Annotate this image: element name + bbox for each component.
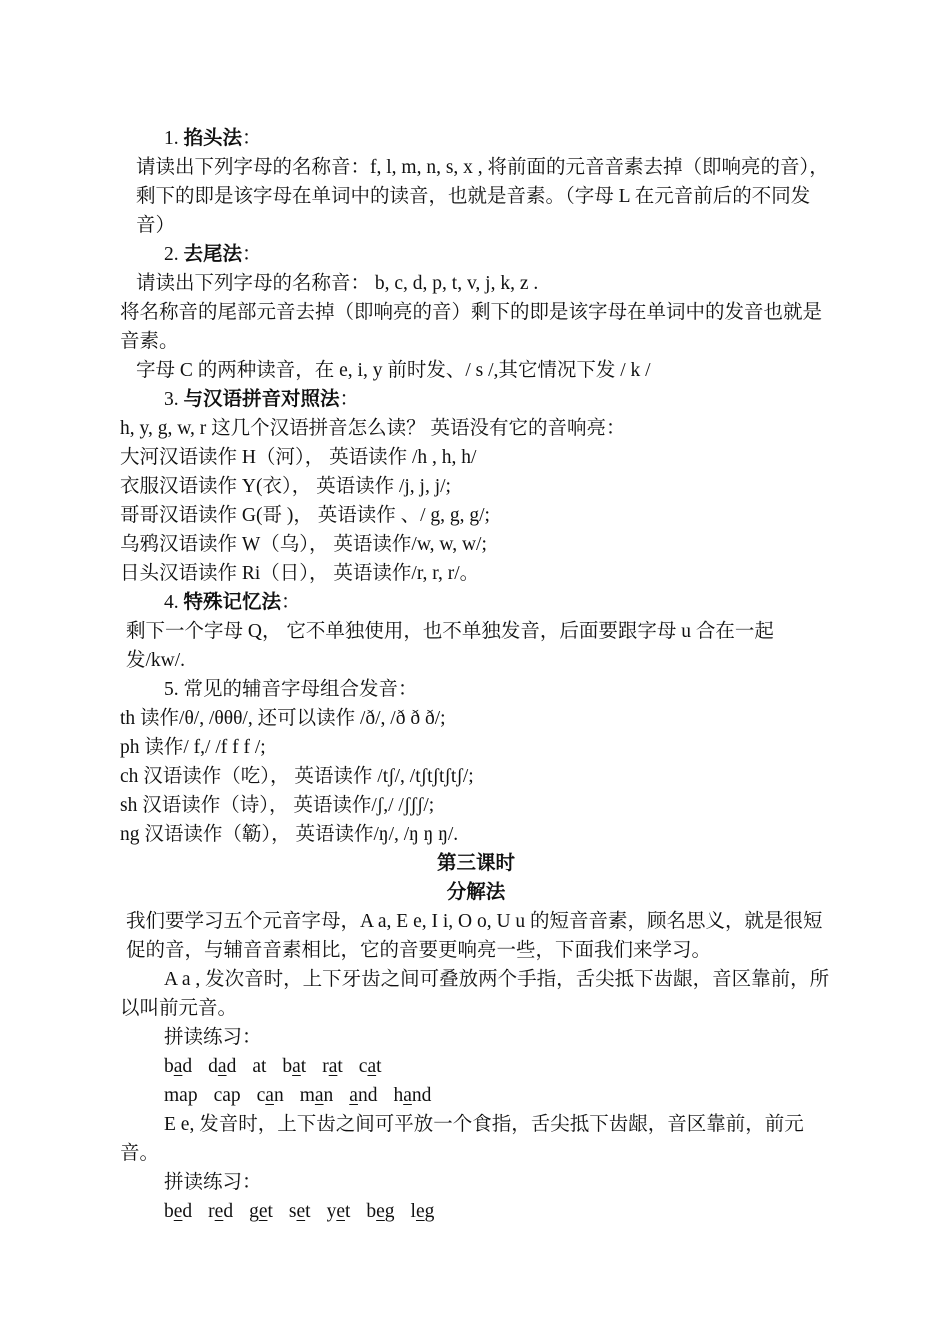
practice-label: 拼读练习：: [164, 1027, 262, 1048]
section-4-paragraph: 剩下一个字母 Q， 它不单独使用，也不单独发音，后面要跟字母 u 合在一起发/kw/.: [126, 621, 774, 671]
underlined-vowel: e: [296, 1201, 306, 1222]
practice-word: get: [249, 1197, 273, 1226]
section-2-paragraph: 将名称音的尾部元音去掉（即响亮的音）剩下的即是该字母在单词中的发音也就是音素。: [120, 302, 823, 352]
underlined-vowel: e: [336, 1201, 345, 1222]
word-list-a-2: [120, 1081, 832, 1110]
vowel-a-description: A a , 发次音时，上下牙齿之间可叠放两个手指，舌尖抵下齿龈，音区靠前，所以叫前元音。: [120, 969, 830, 1019]
colon: ：: [242, 244, 262, 265]
document-page: [120, 124, 832, 1226]
colon: ：: [281, 592, 301, 613]
practice-word: set: [289, 1197, 311, 1226]
practice-word: red: [208, 1197, 233, 1226]
underlined-vowel: a: [328, 1056, 338, 1077]
underlined-vowel: a: [403, 1085, 412, 1106]
section-number: 2.: [164, 244, 179, 265]
lesson-intro: 我们要学习五个元音字母，A a, E e, I i, O o, U u 的短音音素，顾名思义，就是很短促的音，与辅音音素相比，它的音要更响亮一些，下面我们来学习。: [126, 911, 823, 961]
practice-word: and: [349, 1081, 377, 1110]
section-number: 4.: [164, 592, 179, 613]
practice-word: cat: [359, 1052, 382, 1081]
practice-word: cap: [213, 1085, 241, 1106]
section-5-row: sh 汉语读作（诗）， 英语读作/ʃ,/ /ʃʃʃ/;: [120, 795, 435, 816]
practice-word: leg: [411, 1197, 435, 1226]
practice-word: man: [300, 1081, 334, 1110]
section-number: 3.: [164, 389, 179, 410]
section-3-row: 日头汉语读作 Ri（日）， 英语读作/r, r, r/。: [120, 563, 480, 584]
practice-word: hand: [393, 1081, 431, 1110]
vowel-e-description: E e, 发音时，上下齿之间可平放一个食指，舌尖抵下齿龈，音区靠前，前元音。: [120, 1114, 804, 1164]
section-title: 与汉语拼音对照法: [183, 389, 340, 410]
word-list-e: [120, 1197, 832, 1226]
practice-word: bad: [164, 1052, 192, 1081]
underlined-vowel: a: [292, 1056, 301, 1077]
section-5-row: ph 读作/ f,/ /f f f /;: [120, 737, 266, 758]
practice-word: rat: [322, 1052, 343, 1081]
underlined-vowel: e: [214, 1201, 224, 1222]
underlined-vowel: a: [217, 1056, 227, 1077]
lesson-subtitle: 分解法: [446, 882, 506, 903]
section-2-line: 请读出下列字母的名称音： b, c, d, p, t, v, j, k, z .: [136, 273, 539, 294]
practice-word: yet: [327, 1197, 351, 1226]
section-2-note: 字母 C 的两种读音，在 e, i, y 前时发、/ s /,其它情况下发 / k /: [136, 360, 651, 381]
underlined-vowel: a: [314, 1085, 324, 1106]
practice-label: 拼读练习：: [164, 1172, 262, 1193]
section-3-row: 大河汉语读作 H（河）， 英语读作 /h , h, h/: [120, 447, 477, 468]
section-5-heading: 5. 常见的辅音字母组合发音：: [164, 679, 418, 700]
section-3-intro: h, y, g, w, r 这几个汉语拼音怎么读？ 英语没有它的音响亮：: [120, 418, 626, 439]
section-title: 特殊记忆法: [183, 592, 282, 613]
practice-word: bed: [164, 1197, 192, 1226]
underlined-vowel: e: [258, 1201, 268, 1222]
colon: ：: [242, 128, 262, 149]
practice-word: dad: [208, 1052, 236, 1081]
practice-word: bat: [282, 1052, 306, 1081]
section-title: 去尾法: [183, 244, 243, 265]
section-3-row: 乌鸦汉语读作 W（乌）， 英语读作/w, w, w/;: [120, 534, 487, 555]
practice-word: at: [252, 1056, 267, 1077]
section-5-row: ch 汉语读作（吃）， 英语读作 /tʃ/, /tʃtʃtʃtʃ/;: [120, 766, 474, 787]
section-1-heading: [120, 124, 832, 153]
underlined-vowel: a: [367, 1056, 377, 1077]
practice-word: beg: [366, 1197, 394, 1226]
section-5-row: th 读作/θ/, /θθθ/, 还可以读作 /ð/, /ð ð ð/;: [120, 708, 446, 729]
section-4-heading: [120, 588, 832, 617]
section-3-heading: [120, 385, 832, 414]
section-2-heading: [120, 240, 832, 269]
underlined-vowel: e: [376, 1201, 385, 1222]
lesson-title: 第三课时: [436, 853, 515, 874]
underlined-vowel: a: [349, 1085, 358, 1106]
section-5-row: ng 汉语读作（簕）， 英语读作/ŋ/, /ŋ ŋ ŋ/.: [120, 824, 459, 845]
word-list-a-1: [120, 1052, 832, 1081]
practice-word: map: [164, 1085, 198, 1106]
underlined-vowel: a: [265, 1085, 274, 1106]
section-number: 1.: [164, 128, 179, 149]
section-3-row: 哥哥汉语读作 G(哥 )， 英语读作 、/ g, g, g/;: [120, 505, 490, 526]
underlined-vowel: e: [173, 1201, 183, 1222]
underlined-vowel: a: [173, 1056, 183, 1077]
underlined-vowel: e: [415, 1201, 425, 1222]
colon: ：: [339, 389, 360, 410]
section-title: 掐头法: [183, 128, 243, 149]
section-3-row: 衣服汉语读作 Y(衣）， 英语读作 /j, j, j/;: [120, 476, 451, 497]
practice-word: can: [257, 1081, 284, 1110]
section-1-paragraph: 请读出下列字母的名称音：f, l, m, n, s, x , 将前面的元音音素去掉（即响亮的音），剩下的即是该字母在单词中的读音，也就是音素。（字母 L 在元音前后的不同发音）: [136, 157, 829, 236]
